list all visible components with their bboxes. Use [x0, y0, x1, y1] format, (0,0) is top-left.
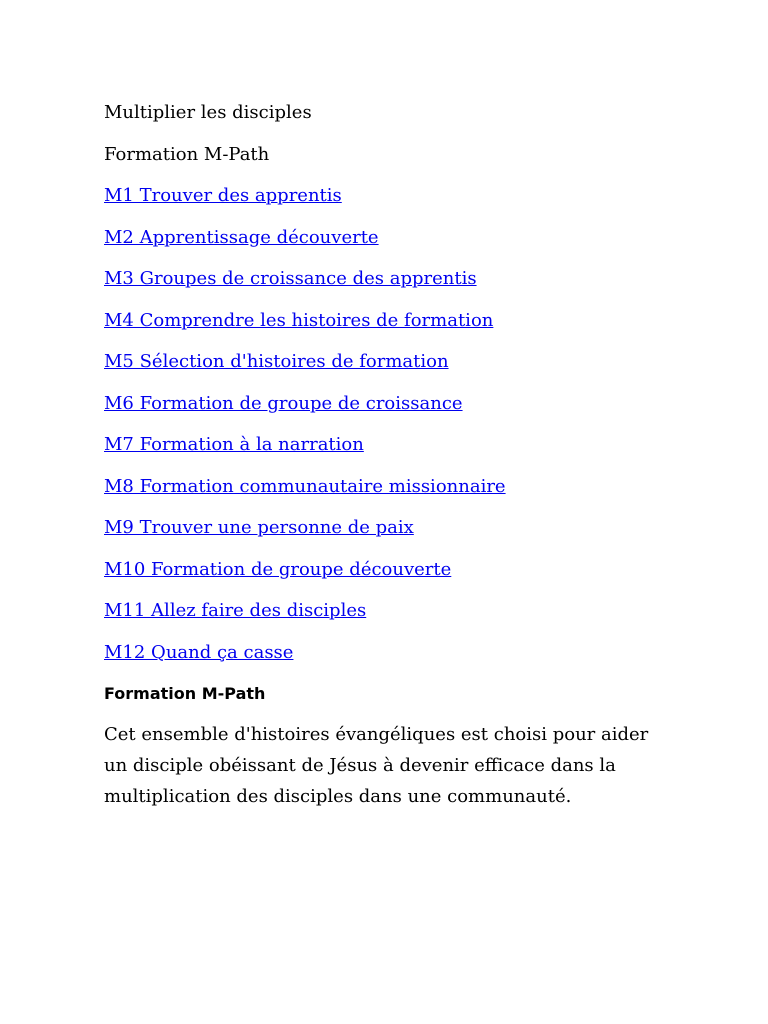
document-subtitle: Formation M-Path: [104, 143, 270, 165]
module-link-m6[interactable]: M6 Formation de groupe de croissance: [104, 392, 463, 414]
list-item: [104, 555, 704, 597]
module-link-m4[interactable]: M4 Comprendre les histoires de formation: [104, 309, 494, 331]
document-title: Multiplier les disciples: [104, 102, 312, 123]
list-item: [104, 264, 704, 306]
section-heading: Formation M-Path: [104, 684, 266, 704]
list-item: [104, 430, 704, 472]
list-item: [104, 389, 704, 431]
module-link-m12[interactable]: M12 Quand ça casse: [104, 641, 294, 663]
module-link-m9[interactable]: M9 Trouver une personne de paix: [104, 517, 414, 539]
module-link-m5[interactable]: M5 Sélection d'histoires de formation: [104, 351, 449, 373]
list-item: [104, 638, 704, 680]
document-content: [104, 98, 704, 812]
module-link-m11[interactable]: M11 Allez faire des disciples: [104, 600, 367, 622]
list-item: [104, 472, 704, 514]
list-item: [104, 596, 704, 638]
module-link-m8[interactable]: M8 Formation communautaire missionnaire: [104, 475, 506, 497]
section-paragraph: Cet ensemble d'histoires évangéliques est choisi pour aider un disciple obéissant de Jésus à devenir efficace dans la multiplication des disciples dans une communauté.: [104, 724, 649, 808]
module-link-m2[interactable]: M2 Apprentissage découverte: [104, 226, 379, 248]
list-item: [104, 347, 704, 389]
list-item: [104, 181, 704, 223]
list-item: [104, 513, 704, 555]
module-link-m7[interactable]: M7 Formation à la narration: [104, 434, 364, 456]
module-link-m1[interactable]: M1 Trouver des apprentis: [104, 185, 342, 207]
list-item: [104, 306, 704, 348]
module-link-m3[interactable]: M3 Groupes de croissance des apprentis: [104, 268, 477, 290]
list-item: [104, 223, 704, 265]
module-link-list: [104, 181, 704, 679]
module-link-m10[interactable]: M10 Formation de groupe découverte: [104, 558, 452, 580]
